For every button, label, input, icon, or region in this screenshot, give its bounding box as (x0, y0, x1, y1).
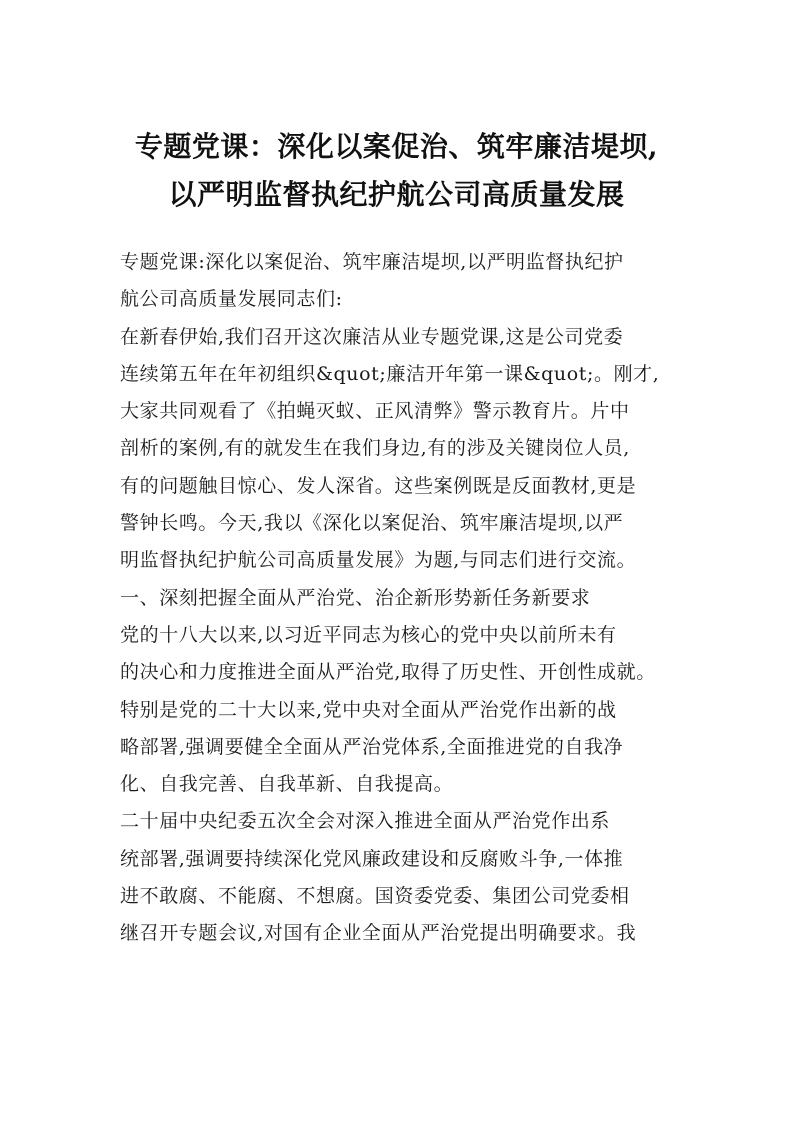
body-line: 大家共同观看了《拍蝇灭蚁、正风清弊》警示教育片。片中 (120, 400, 630, 423)
body-line: 略部署,强调要健全全面从严治党体系,全面推进党的自我净 (120, 735, 624, 758)
body-line: 有的问题触目惊心、发人深省。这些案例既是反面教材,更是 (120, 474, 637, 497)
body-line: 连续第五年在年初组织&quot;廉洁开年第一课&quot;。刚才, (120, 362, 660, 385)
body-line: 化、自我完善、自我革新、自我提高。 (120, 773, 454, 796)
document-body (120, 244, 680, 953)
body-line: 统部署,强调要持续深化党风廉政建设和反腐败斗争,一体推 (120, 847, 624, 870)
body-line: 航公司高质量发展同志们: (120, 288, 343, 311)
body-line: 在新春伊始,我们召开这次廉洁从业专题党课,这是公司党委 (120, 325, 624, 348)
body-line: 特别是党的二十大以来,党中央对全面从严治党作出新的战 (120, 698, 617, 721)
body-line: 警钟长鸣。今天,我以《深化以案促治、筑牢廉洁堤坝,以严 (120, 512, 624, 535)
body-line: 专题党课:深化以案促治、筑牢廉洁堤坝,以严明监督执纪护 (120, 251, 624, 273)
body-line: 剖析的案例,有的就发生在我们身边,有的涉及关键岗位人员, (120, 437, 630, 460)
document-title-line-2: 以严明监督执纪护航公司高质量发展 (168, 178, 625, 211)
body-line: 二十届中央纪委五次全会对深入推进全面从严治党作出系 (120, 810, 611, 833)
section-heading: 一、深刻把握全面从严治党、治企新形势新任务新要求 (120, 586, 591, 609)
body-line: 继召开专题会议,对国有企业全面从严治党提出明确要求。我 (120, 922, 637, 945)
body-line: 明监督执纪护航公司高质量发展》为题,与同志们进行交流。 (120, 549, 637, 572)
body-line: 的决心和力度推进全面从严治党,取得了历史性、开创性成就。 (120, 661, 656, 684)
document-title-line-1: 专题党课：深化以案促治、筑牢廉洁堤坝, (134, 130, 659, 163)
body-line: 党的十八大以来,以习近平同志为核心的党中央以前所未有 (120, 623, 617, 646)
body-line: 进不敢腐、不能腐、不想腐。国资委党委、集团公司党委相 (120, 885, 630, 908)
